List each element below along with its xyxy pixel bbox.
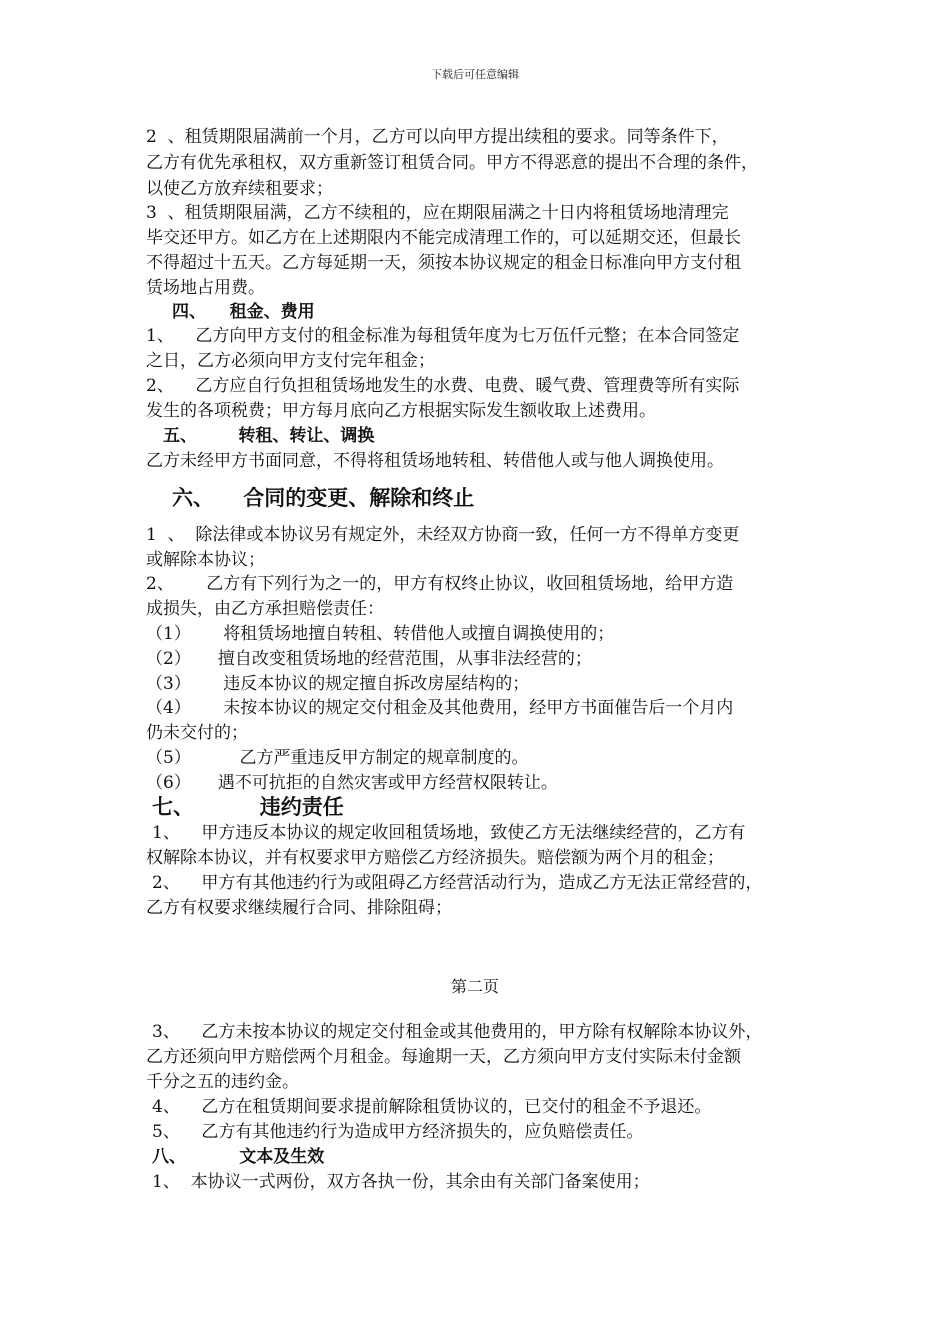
paragraph-line: 4、 乙方在租赁期间要求提前解除租赁协议的，已交付的租金不予退还。 — [152, 1097, 712, 1117]
section-heading-4: 四、 租金、费用 — [172, 302, 315, 322]
section-heading-5: 五、 转租、转让、调换 — [163, 426, 375, 446]
paragraph-line: 仍未交付的； — [146, 723, 248, 743]
paragraph-line: 2、 乙方应自行负担租赁场地发生的水费、电费、暖气费、管理费等所有实际 — [146, 376, 740, 396]
list-item: （2） 擅自改变租赁场地的经营范围，从事非法经营的； — [146, 649, 592, 669]
paragraph-line: 2、 甲方有其他违约行为或阻碍乙方经营活动行为，造成乙方无法正常经营的， — [152, 873, 763, 893]
paragraph-line: 1、 本协议一式两份，双方各执一份，其余由有关部门备案使用； — [152, 1172, 650, 1192]
paragraph-line: 乙方有优先承租权，双方重新签订租赁合同。甲方不得恶意的提出不合理的条件， — [146, 153, 758, 173]
paragraph-line: 千分之五的违约金。 — [146, 1072, 299, 1092]
list-item: （6） 遇不可抗拒的自然灾害或甲方经营权限转让。 — [146, 773, 558, 793]
paragraph-line: 之日，乙方必须向甲方支付完年租金； — [146, 351, 435, 371]
section-heading-6: 六、 合同的变更、解除和终止 — [172, 485, 475, 510]
paragraph-line: 不得超过十五天。乙方每延期一天，须按本协议规定的租金日标准向甲方支付租 — [146, 253, 741, 273]
paragraph-line: 1、 甲方违反本协议的规定收回租赁场地，致使乙方无法继续经营的，乙方有 — [152, 823, 746, 843]
list-item: （5） 乙方严重违反甲方制定的规章制度的。 — [146, 748, 529, 768]
paragraph-line: 赁场地占用费。 — [146, 278, 265, 298]
paragraph-line: 乙方有权要求继续履行合同、排除阻碍； — [146, 898, 452, 918]
paragraph-line: 成损失，由乙方承担赔偿责任： — [146, 599, 384, 619]
paragraph-line: 以使乙方放弃续租要求； — [146, 179, 333, 199]
list-item: （4） 未按本协议的规定交付租金及其他费用，经甲方书面催告后一个月内 — [146, 698, 734, 718]
paragraph-line: 1 、 除法律或本协议另有规定外，未经双方协商一致，任何一方不得单方变更 — [146, 525, 740, 545]
paragraph-line: 乙方未经甲方书面同意，不得将租赁场地转租、转借他人或与他人调换使用。 — [146, 451, 724, 471]
page-marker: 第二页 — [450, 977, 499, 996]
paragraph-line: 1、 乙方向甲方支付的租金标准为每租赁年度为七万伍仟元整；在本合同签定 — [146, 326, 740, 346]
paragraph-line: 3 、租赁期限届满，乙方不续租的，应在期限届满之十日内将租赁场地清理完 — [146, 203, 729, 223]
paragraph-line: 毕交还甲方。如乙方在上述期限内不能完成清理工作的，可以延期交还，但最长 — [146, 228, 741, 248]
paragraph-line: 或解除本协议； — [146, 550, 265, 570]
paragraph-line: 5、 乙方有其他违约行为造成甲方经济损失的，应负赔偿责任。 — [152, 1122, 644, 1142]
paragraph-line: 权解除本协议，并有权要求甲方赔偿乙方经济损失。赔偿额为两个月的租金； — [146, 848, 724, 868]
section-heading-7: 七、 违约责任 — [152, 794, 344, 819]
paragraph-line: 2、 乙方有下列行为之一的，甲方有权终止协议，收回租赁场地，给甲方造 — [146, 574, 734, 594]
list-item: （3） 违反本协议的规定擅自拆改房屋结构的； — [146, 674, 530, 694]
paragraph-line: 乙方还须向甲方赔偿两个月租金。每逾期一天，乙方须向甲方支付实际未付金额 — [146, 1047, 741, 1067]
list-item: （1） 将租赁场地擅自转租、转借他人或擅自调换使用的； — [146, 624, 615, 644]
paragraph-line: 3、 乙方未按本协议的规定交付租金或其他费用的，甲方除有权解除本协议外， — [152, 1022, 763, 1042]
paragraph-line: 2 、租赁期限届满前一个月，乙方可以向甲方提出续租的要求。同等条件下， — [146, 127, 729, 147]
page-header-note: 下载后可任意编辑 — [431, 68, 519, 81]
section-heading-8: 八、 文本及生效 — [152, 1147, 325, 1167]
paragraph-line: 发生的各项税费；甲方每月底向乙方根据实际发生额收取上述费用。 — [146, 401, 656, 421]
